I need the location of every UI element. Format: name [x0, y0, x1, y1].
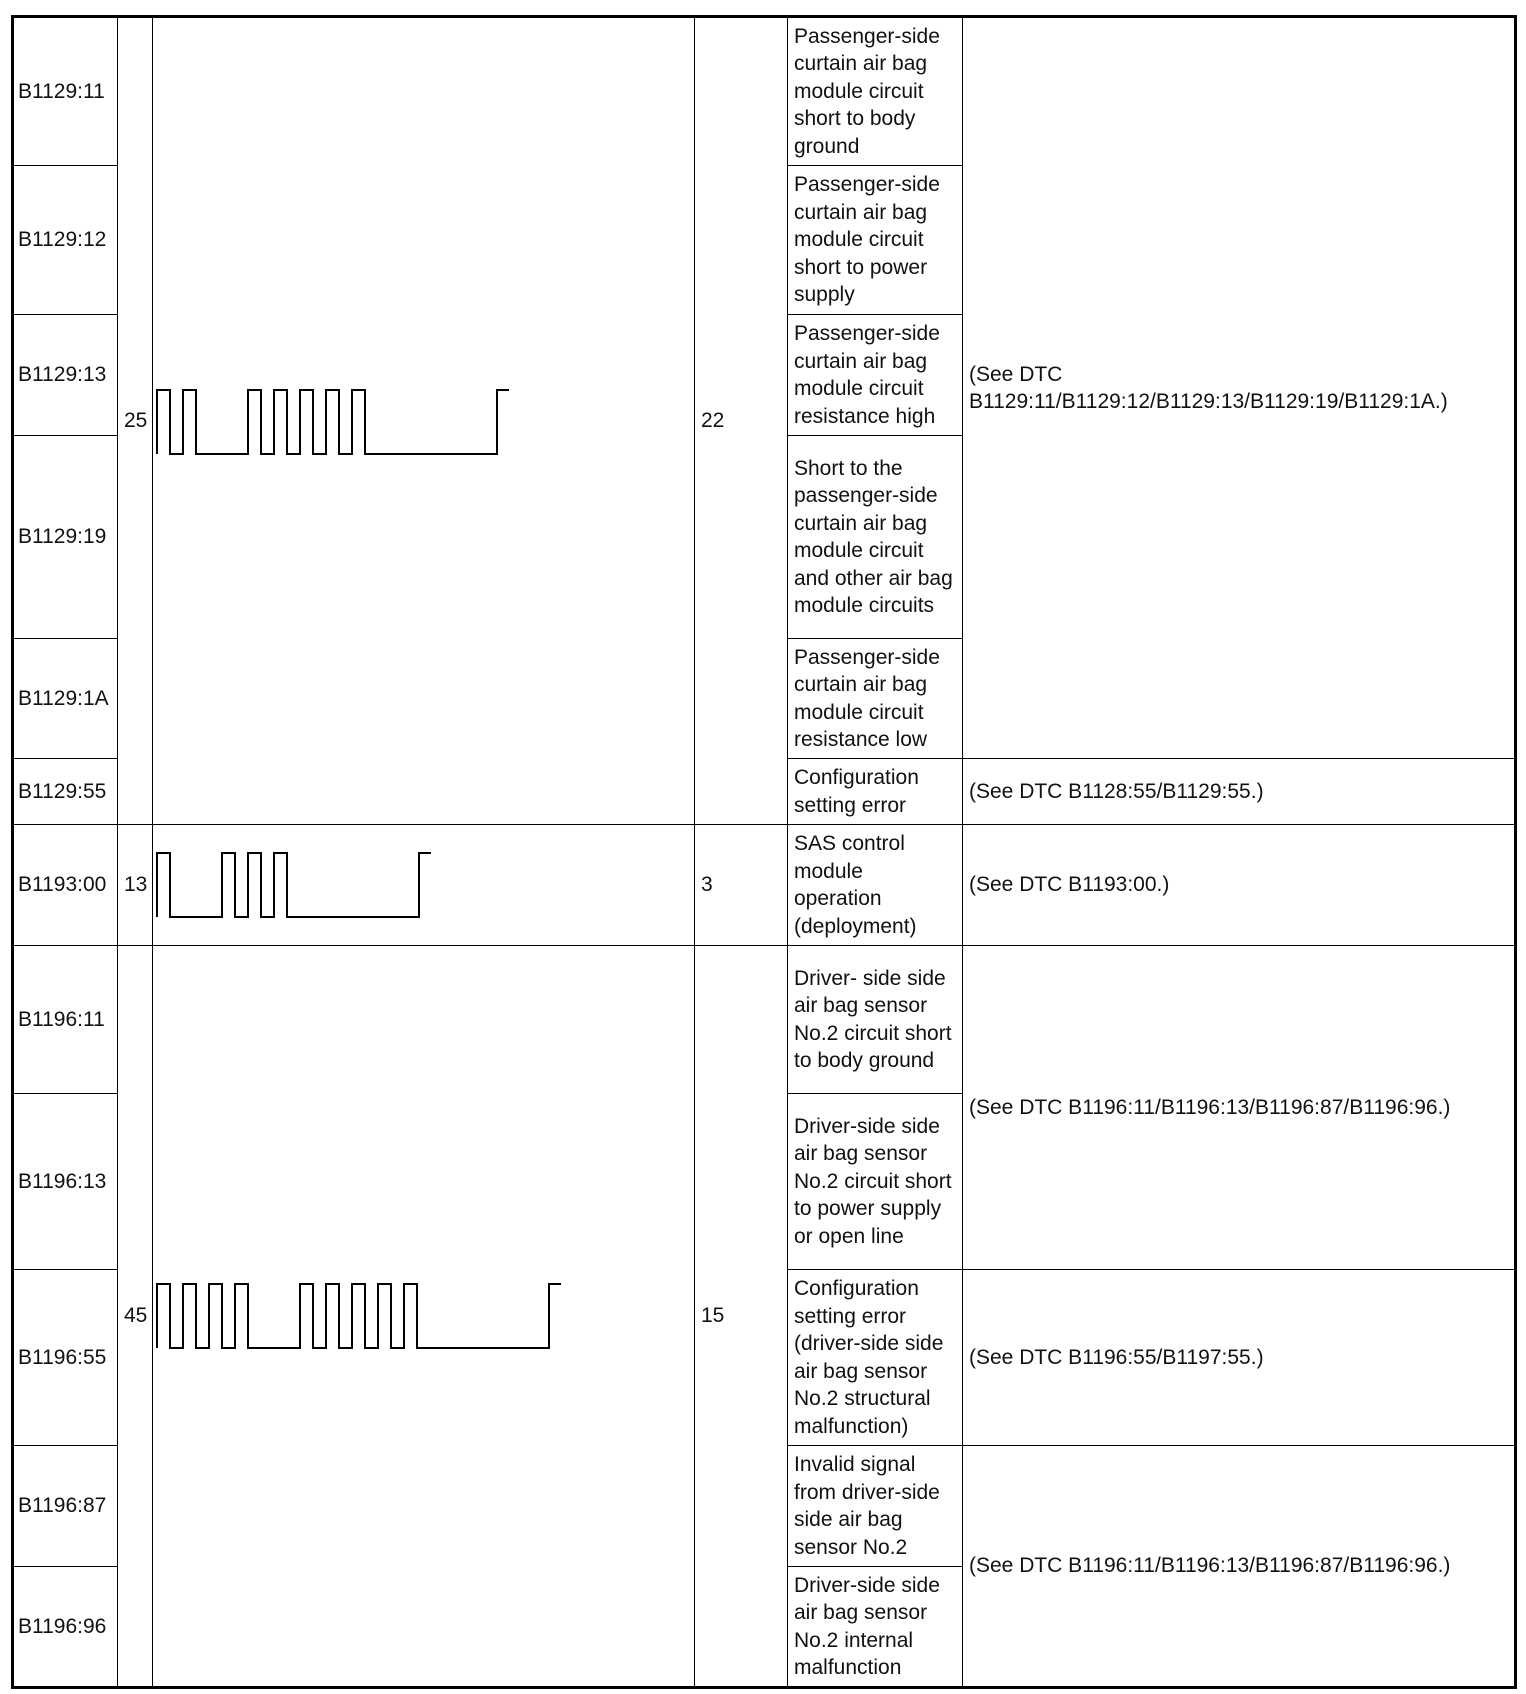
flash-count: 13	[118, 825, 153, 946]
dtc-description: Passenger-side curtain air bag module circuit short to power supply	[788, 166, 963, 315]
dtc-description: Driver- side side air bag sensor No.2 circuit short to body ground	[788, 946, 963, 1094]
dtc-reference: (See DTC B1196:11/B1196:13/B1196:87/B1196:96.)	[963, 1446, 1516, 1688]
dtc-code: B1129:12	[13, 166, 118, 315]
flash-count: 25	[118, 17, 153, 825]
dtc-description: Passenger-side curtain air bag module circuit resistance low	[788, 639, 963, 759]
dtc-description: Invalid signal from driver-side side air bag sensor No.2	[788, 1446, 963, 1567]
dtc-code: B1196:13	[13, 1094, 118, 1270]
flash-pattern	[153, 825, 695, 946]
dtc-description: Short to the passenger-side curtain air bag module circuit and other air bag module circuits	[788, 436, 963, 639]
dtc-description: Configuration setting error	[788, 759, 963, 825]
cmu-count: 22	[695, 17, 788, 825]
dtc-reference: (See DTC B1193:00.)	[963, 825, 1516, 946]
flash-pulse-line	[157, 1284, 561, 1348]
flash-pattern-waveform	[153, 19, 695, 824]
dtc-code: B1129:11	[13, 17, 118, 166]
dtc-code: B1193:00	[13, 825, 118, 946]
dtc-code: B1129:55	[13, 759, 118, 825]
table-row	[13, 17, 1516, 166]
flash-pattern	[153, 946, 695, 1688]
flash-count: 45	[118, 946, 153, 1688]
dtc-description: Configuration setting error (driver-side side air bag sensor No.2 structural malfunction)	[788, 1270, 963, 1446]
flash-pattern	[153, 17, 695, 825]
dtc-description: Driver-side side air bag sensor No.2 internal malfunction	[788, 1567, 963, 1688]
dtc-code: B1129:1A	[13, 639, 118, 759]
table-row	[13, 946, 1516, 1094]
dtc-description: Passenger-side curtain air bag module circuit resistance high	[788, 315, 963, 436]
flash-pulse-line	[157, 853, 431, 917]
dtc-code: B1196:11	[13, 946, 118, 1094]
table-row	[13, 825, 1516, 946]
dtc-reference: (See DTC B1196:55/B1197:55.)	[963, 1270, 1516, 1446]
flash-pattern-waveform	[153, 825, 695, 945]
dtc-description: Driver-side side air bag sensor No.2 circuit short to power supply or open line	[788, 1094, 963, 1270]
dtc-code: B1196:87	[13, 1446, 118, 1567]
dtc-code: B1196:96	[13, 1567, 118, 1688]
dtc-reference: (See DTC B1129:11/B1129:12/B1129:13/B1129:19/B1129:1A.)	[963, 17, 1516, 759]
flash-pulse-line	[157, 390, 509, 454]
flash-pattern-waveform	[153, 946, 695, 1686]
cmu-count: 15	[695, 946, 788, 1688]
dtc-table	[11, 15, 1517, 1689]
dtc-code: B1196:55	[13, 1270, 118, 1446]
cmu-count: 3	[695, 825, 788, 946]
dtc-reference: (See DTC B1128:55/B1129:55.)	[963, 759, 1516, 825]
dtc-code: B1129:19	[13, 436, 118, 639]
dtc-reference: (See DTC B1196:11/B1196:13/B1196:87/B1196:96.)	[963, 946, 1516, 1270]
dtc-code: B1129:13	[13, 315, 118, 436]
dtc-description: SAS control module operation (deployment)	[788, 825, 963, 946]
dtc-description: Passenger-side curtain air bag module circuit short to body ground	[788, 17, 963, 166]
